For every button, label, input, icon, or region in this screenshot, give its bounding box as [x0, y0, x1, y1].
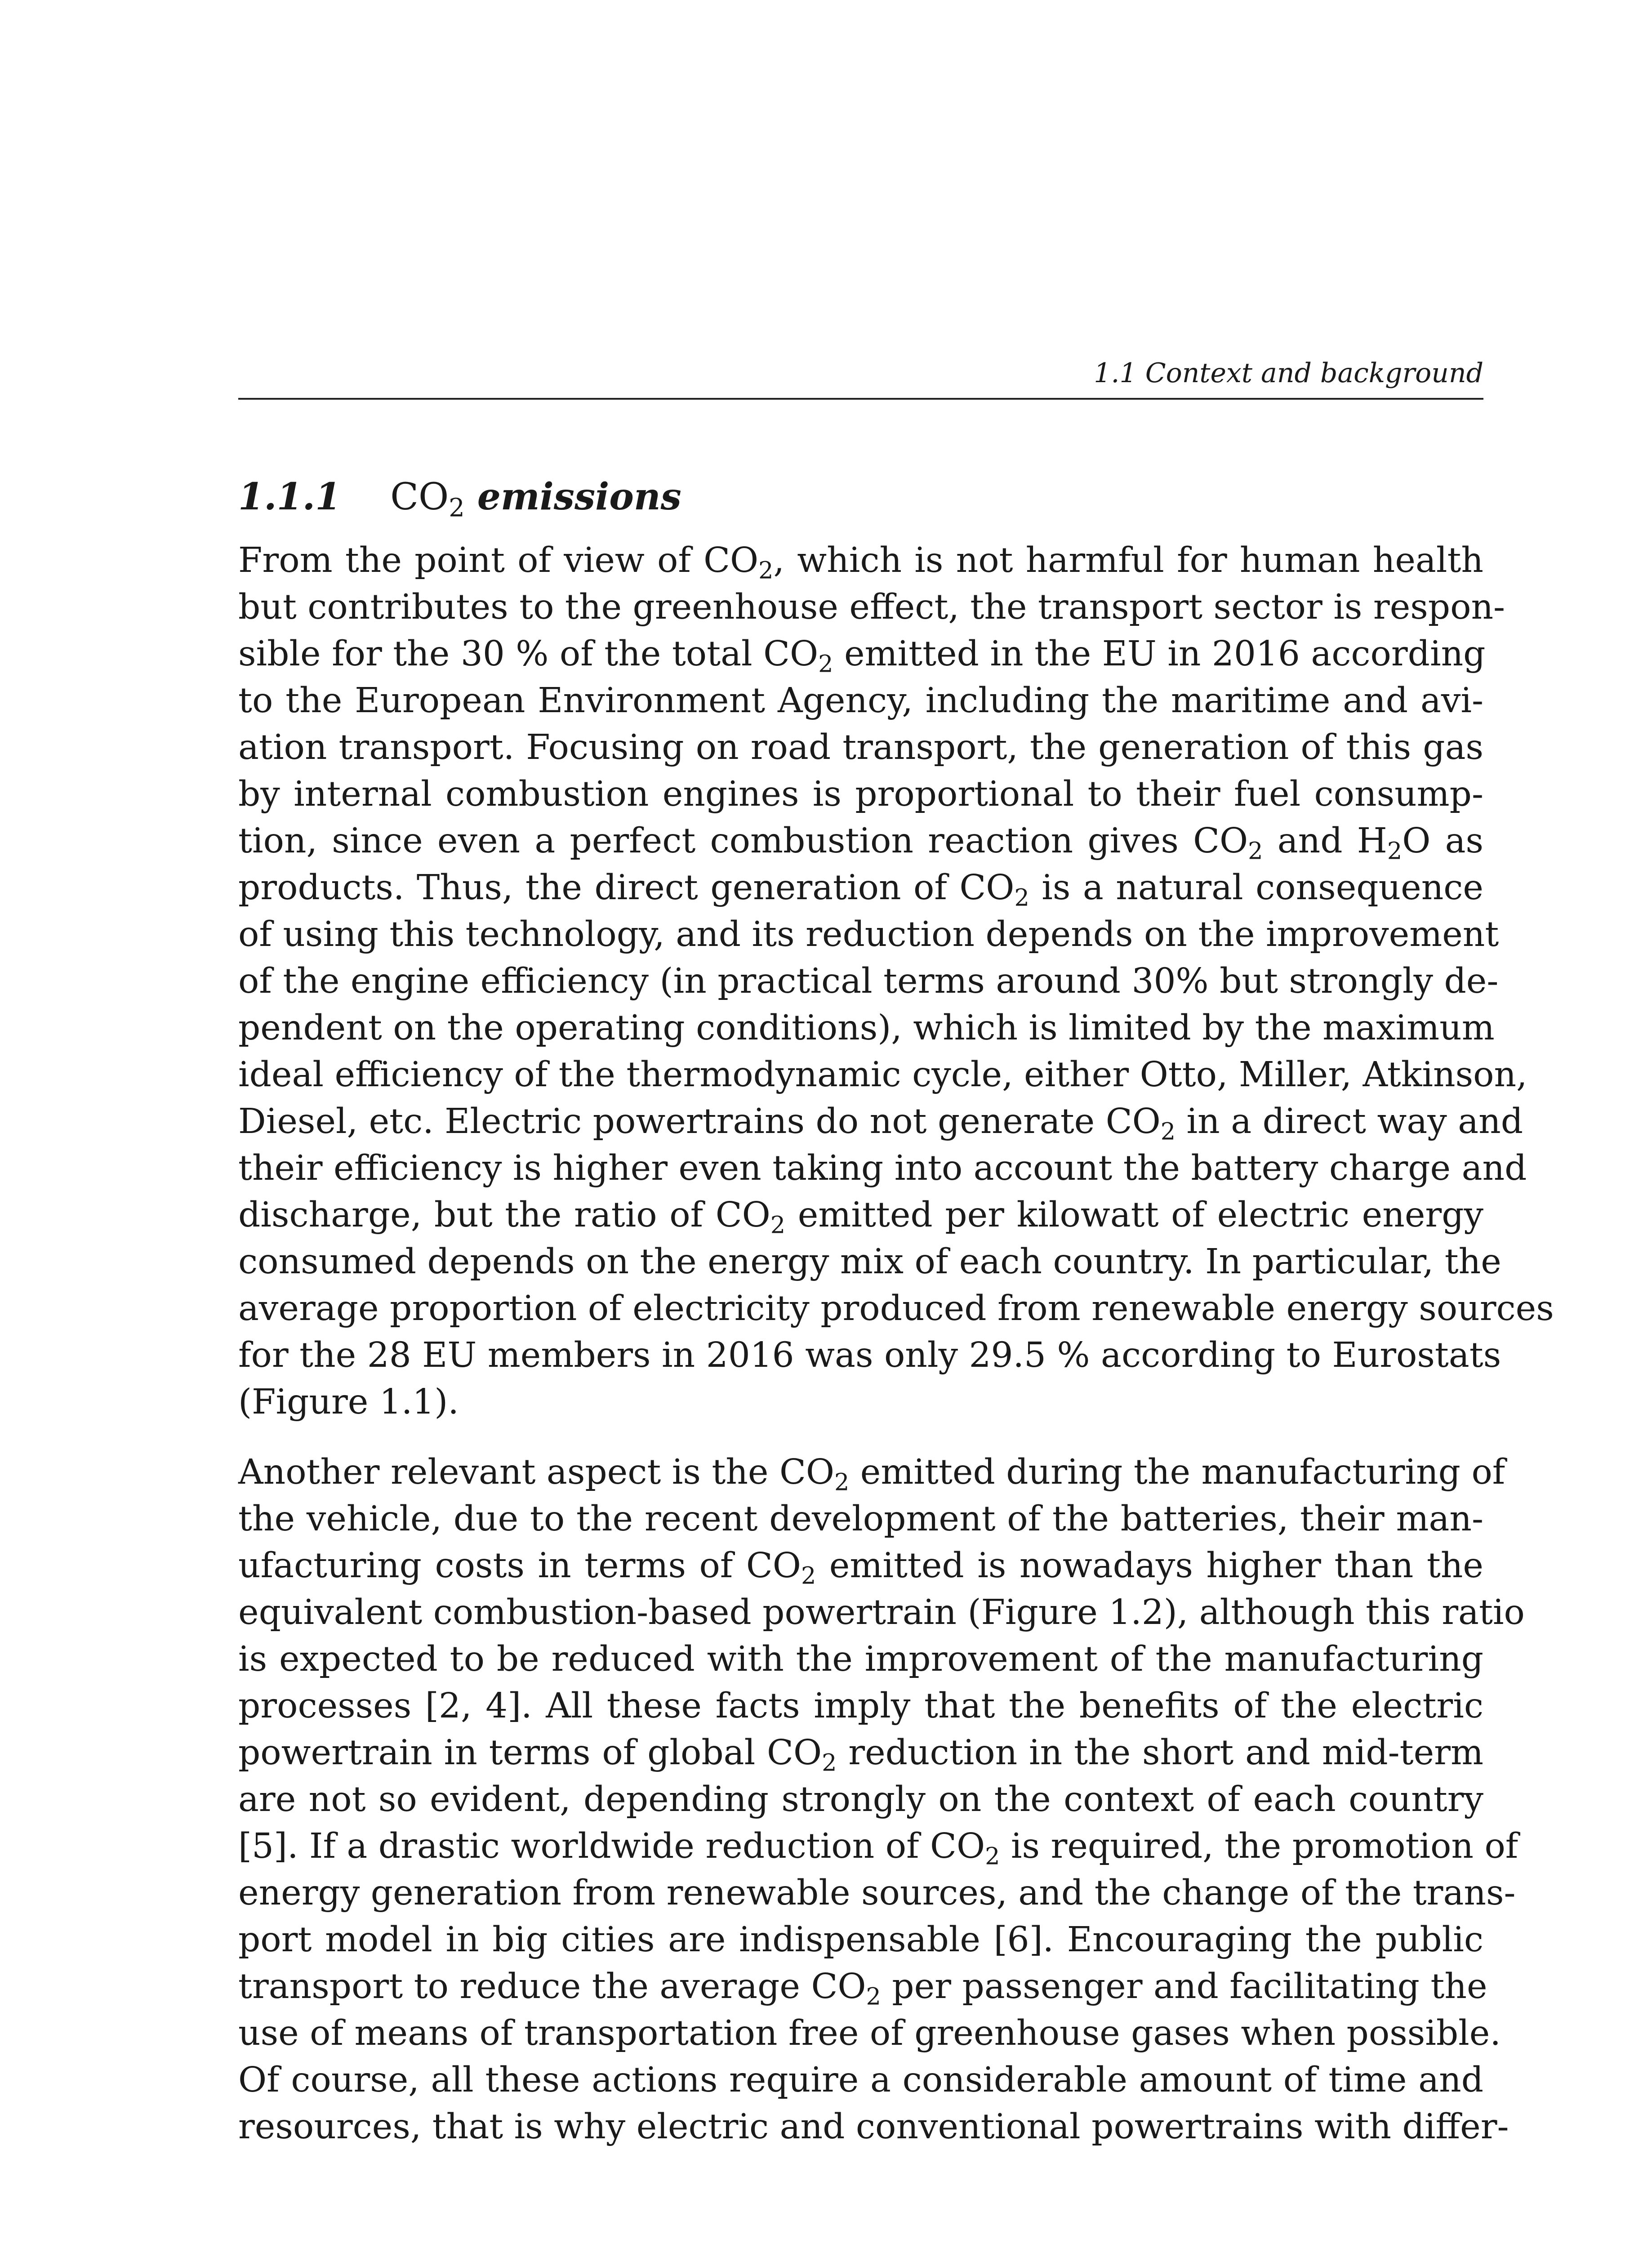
chem-base: CO [390, 476, 449, 518]
section-number: 1.1.1 [238, 475, 341, 518]
text-run: emitted in the EU in 2016 according [833, 634, 1486, 674]
running-header: 1.1 Context and background [1094, 357, 1483, 389]
section-title: emissions [477, 475, 681, 518]
subscript: 2 [985, 1842, 1000, 1870]
text-run: emitted during the manufacturing of [849, 1452, 1505, 1492]
text-run: but contributes to the greenhouse effect, the transport sector is respon- [238, 587, 1505, 627]
subscript: 2 [1387, 837, 1403, 865]
text-run: ideal efficiency of the thermodynamic cycle, either Otto, Miller, Atkinson, [238, 1055, 1527, 1095]
text-line [238, 584, 1505, 631]
text-line [238, 1332, 1501, 1379]
text-run: equivalent combustion-based powertrain (Figure 1.2), although this ratio [238, 1592, 1525, 1632]
text-run: is expected to be reduced with the improvement of the manufacturing [238, 1639, 1483, 1679]
text-line [238, 1379, 1483, 1426]
text-run: Diesel, etc. Electric powertrains do not generate CO [238, 1102, 1161, 1142]
text-run: tion, since even a perfect combustion reaction gives CO [238, 821, 1248, 861]
text-run: processes [2, 4]. All these facts imply that the benefits of the electric [238, 1686, 1483, 1726]
text-run: products. Thus, the direct generation of CO [238, 868, 1015, 908]
text-line [238, 1543, 1483, 1589]
text-run: Another relevant aspect is the CO [238, 1452, 834, 1492]
body-text [238, 537, 1554, 2174]
text-line [238, 1239, 1501, 1285]
text-line [238, 1005, 1495, 1052]
text-line [238, 1870, 1516, 1917]
text-run: are not so evident, depending strongly on the context of each country [238, 1780, 1483, 1820]
text-run: of using this technology, and its reduction depends on the improvement [238, 914, 1499, 955]
subscript: 2 [866, 1983, 881, 2011]
text-run: port model in big cities are indispensable [6]. Encouraging the public [238, 1920, 1483, 1960]
text-line [238, 678, 1483, 724]
text-run: (Figure 1.1). [238, 1382, 459, 1422]
text-line [238, 724, 1483, 771]
text-run: energy generation from renewable sources, and the change of the trans- [238, 1873, 1516, 1913]
text-run: for the 28 EU members in 2016 was only 29.5 % according to Eurostats [238, 1335, 1501, 1375]
text-run: use of means of transportation free of greenhouse gases when possible. [238, 2013, 1501, 2053]
text-run: is a natural consequence [1029, 868, 1484, 908]
text-line [238, 911, 1499, 958]
text-line [238, 1963, 1487, 2011]
text-run: pendent on the operating conditions), which is limited by the maximum [238, 1008, 1495, 1048]
text-run: O as [1402, 821, 1484, 861]
text-line [238, 865, 1483, 911]
text-line [238, 1776, 1483, 1823]
section-chem-formula [390, 476, 465, 523]
text-line [238, 1449, 1505, 1496]
text-line [238, 631, 1486, 678]
text-run: of the engine efficiency (in practical terms around 30% but strongly de- [238, 961, 1499, 1001]
text-line [238, 958, 1499, 1005]
subscript: 2 [758, 557, 774, 584]
text-run: emitted is nowadays higher than the [816, 1546, 1483, 1586]
text-run: [5]. If a drastic worldwide reduction of CO [238, 1826, 985, 1866]
subscript: 2 [818, 650, 833, 678]
section-heading [238, 470, 681, 524]
header-rule [238, 398, 1483, 400]
text-run: per passenger and facilitating the [881, 1967, 1487, 2007]
paragraph [238, 537, 1554, 1426]
subscript: 2 [770, 1211, 786, 1239]
text-run: in a direct way and [1176, 1102, 1523, 1142]
text-run: and H [1263, 821, 1387, 861]
text-run: transport to reduce the average CO [238, 1967, 866, 2007]
text-line [238, 1145, 1527, 1192]
text-run: ation transport. Focusing on road transport, the generation of this gas [238, 727, 1483, 767]
text-run: average proportion of electricity produced from renewable energy sources [238, 1289, 1554, 1329]
subscript: 2 [1248, 837, 1263, 865]
text-run: sible for the 30 % of the total CO [238, 634, 819, 674]
text-run: emitted per kilowatt of electric energy [785, 1195, 1484, 1235]
text-run: the vehicle, due to the recent development of the batteries, their man- [238, 1499, 1483, 1539]
text-line [238, 818, 1483, 865]
text-line [238, 2057, 1483, 2104]
text-run: From the point of view of CO [238, 540, 759, 580]
text-line [238, 771, 1483, 818]
text-run: powertrain in terms of global CO [238, 1733, 822, 1773]
chem-subscript: 2 [449, 493, 465, 523]
text-run: resources, that is why electric and conventional powertrains with differ- [238, 2107, 1509, 2147]
text-run: their efficiency is higher even taking into account the battery charge and [238, 1148, 1527, 1188]
text-line [238, 1285, 1554, 1332]
subscript: 2 [822, 1749, 837, 1777]
text-run: by internal combustion engines is proportional to their fuel consump- [238, 774, 1483, 814]
text-line [238, 1730, 1483, 1776]
text-line [238, 1098, 1523, 1146]
subscript: 2 [1160, 1118, 1176, 1146]
text-line [238, 1496, 1483, 1543]
text-run: to the European Environment Agency, including the maritime and avi- [238, 681, 1483, 721]
text-run: ufacturing costs in terms of CO [238, 1546, 801, 1586]
text-line [238, 537, 1483, 584]
text-line [238, 1636, 1483, 1683]
text-line [238, 1192, 1483, 1239]
text-line [238, 1823, 1518, 1870]
subscript: 2 [1014, 884, 1029, 912]
text-run: reduction in the short and mid-term [837, 1733, 1483, 1773]
text-run: is required, the promotion of [1000, 1826, 1518, 1866]
subscript: 2 [801, 1562, 816, 1590]
subscript: 2 [834, 1468, 850, 1496]
text-run: Of course, all these actions require a considerable amount of time and [238, 2060, 1483, 2100]
text-run: discharge, but the ratio of CO [238, 1195, 770, 1235]
text-line [238, 2104, 1509, 2150]
text-line [238, 1052, 1527, 1098]
text-run: consumed depends on the energy mix of each country. In particular, the [238, 1242, 1501, 1282]
text-line [238, 1683, 1483, 1730]
text-line [238, 1589, 1525, 1636]
paragraph [238, 1449, 1525, 2150]
text-line [238, 2010, 1501, 2057]
text-line [238, 1917, 1483, 1963]
text-run: , which is not harmful for human health [773, 540, 1483, 580]
